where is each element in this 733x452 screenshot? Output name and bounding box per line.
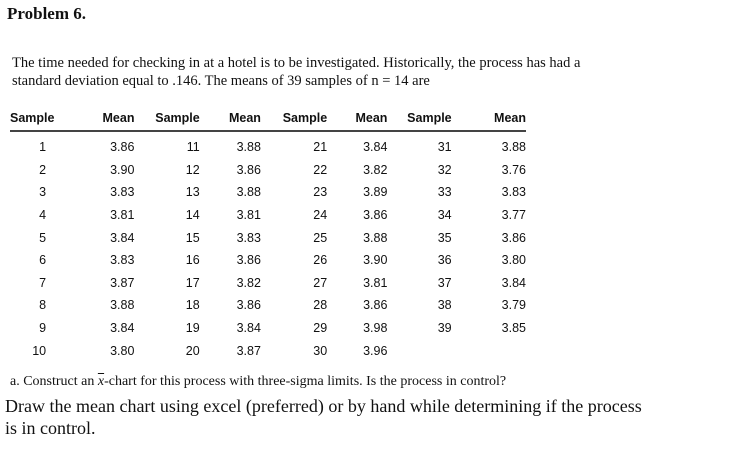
- sample-number-cell: 9: [39, 321, 47, 336]
- table-row: [10, 339, 526, 362]
- sample-mean-cell: 3.81: [236, 208, 261, 223]
- column-header: Mean: [102, 110, 135, 125]
- sample-mean-cell: 3.88: [236, 140, 261, 155]
- column-header: Mean: [355, 110, 388, 125]
- sample-number-cell: 4: [39, 208, 47, 223]
- sample-mean-cell: 3.86: [236, 298, 261, 313]
- sample-mean-cell: 3.83: [110, 253, 135, 268]
- sample-mean-cell: 3.84: [236, 321, 261, 336]
- sample-number-cell: 35: [437, 230, 452, 245]
- sample-number-cell: 25: [313, 230, 328, 245]
- question-a-suffix: -chart for this process with three-sigma limits. Is the process in control?: [104, 374, 507, 389]
- sample-mean-cell: 3.88: [236, 185, 261, 200]
- sample-mean-cell: 3.83: [501, 185, 526, 200]
- column-header: Sample: [407, 110, 452, 125]
- sample-mean-cell: 3.86: [501, 230, 526, 245]
- sample-mean-cell: 3.81: [110, 208, 135, 223]
- intro-line-2: standard deviation equal to .146. The means of 39 samples of n = 14 are: [12, 73, 430, 89]
- sample-mean-cell: 3.86: [363, 298, 388, 313]
- table-row: [10, 159, 526, 182]
- instruction-line-1: Draw the mean chart using excel (preferred) or by hand while determining if the process: [5, 396, 642, 416]
- sample-mean-cell: 3.89: [363, 185, 388, 200]
- question-a: [10, 374, 506, 390]
- sample-number-cell: 21: [313, 140, 328, 155]
- sample-mean-cell: 3.87: [110, 275, 135, 290]
- sample-number-cell: 33: [437, 185, 452, 200]
- sample-number-cell: [387, 339, 451, 362]
- table-row: [10, 272, 526, 295]
- sample-mean-cell: 3.83: [110, 185, 135, 200]
- sample-number-cell: 39: [437, 321, 452, 336]
- instruction-text: [5, 395, 725, 439]
- column-header: Mean: [228, 110, 261, 125]
- sample-number-cell: 22: [313, 162, 328, 177]
- table-row: [10, 317, 526, 340]
- sample-mean-cell: 3.82: [363, 162, 388, 177]
- sample-mean-cell: 3.80: [501, 253, 526, 268]
- sample-number-cell: 10: [32, 343, 47, 358]
- sample-number-cell: 31: [437, 140, 452, 155]
- sample-number-cell: 12: [185, 162, 200, 177]
- sample-mean-cell: 3.79: [501, 298, 526, 313]
- sample-means-table: [10, 105, 526, 362]
- problem-title: Problem 6.: [7, 4, 87, 23]
- question-a-prefix: a. Construct an: [10, 374, 98, 389]
- sample-number-cell: 3: [39, 185, 47, 200]
- sample-number-cell: 6: [39, 253, 47, 268]
- sample-mean-cell: 3.90: [110, 162, 135, 177]
- sample-number-cell: 30: [313, 343, 328, 358]
- header-divider: [10, 130, 526, 132]
- instruction-line-2: is in control.: [5, 418, 96, 438]
- sample-mean-cell: 3.81: [363, 275, 388, 290]
- sample-number-cell: 2: [39, 162, 47, 177]
- sample-mean-cell: 3.86: [236, 162, 261, 177]
- sample-number-cell: 23: [313, 185, 328, 200]
- sample-mean-cell: 3.88: [110, 298, 135, 313]
- sample-number-cell: 27: [313, 275, 328, 290]
- problem-intro: [12, 54, 652, 90]
- sample-number-cell: 18: [185, 298, 200, 313]
- sample-number-cell: 14: [185, 208, 200, 223]
- sample-number-cell: 17: [185, 275, 200, 290]
- column-header: Sample: [282, 110, 328, 125]
- sample-mean-cell: 3.86: [363, 208, 388, 223]
- sample-number-cell: 34: [437, 208, 452, 223]
- sample-number-cell: 11: [186, 140, 200, 155]
- sample-number-cell: 26: [313, 253, 328, 268]
- sample-number-cell: 36: [437, 253, 452, 268]
- sample-mean-cell: 3.84: [363, 140, 388, 155]
- table-row: [10, 130, 526, 159]
- table-row: [10, 226, 526, 249]
- column-header: Mean: [494, 110, 526, 125]
- sample-mean-cell: 3.83: [236, 230, 261, 245]
- sample-means-table-container: [10, 105, 526, 362]
- sample-number-cell: 32: [437, 162, 452, 177]
- sample-number-cell: 15: [185, 230, 200, 245]
- sample-mean-cell: 3.86: [110, 140, 135, 155]
- sample-number-cell: 37: [437, 275, 452, 290]
- sample-mean-cell: 3.88: [363, 230, 388, 245]
- sample-number-cell: 28: [313, 298, 328, 313]
- sample-number-cell: 1: [39, 140, 47, 155]
- sample-number-cell: 7: [39, 275, 47, 290]
- sample-mean-cell: 3.84: [110, 321, 135, 336]
- table-header-row: [10, 105, 526, 130]
- sample-mean-cell: 3.96: [363, 343, 388, 358]
- sample-mean-cell: 3.86: [236, 253, 261, 268]
- table-row: [10, 181, 526, 204]
- sample-number-cell: 16: [185, 253, 200, 268]
- sample-mean-cell: 3.90: [363, 253, 388, 268]
- sample-number-cell: 29: [313, 321, 328, 336]
- sample-number-cell: 24: [313, 208, 328, 223]
- sample-mean-cell: 3.80: [110, 343, 135, 358]
- sample-number-cell: 20: [185, 343, 200, 358]
- sample-mean-cell: 3.85: [501, 321, 526, 336]
- table-row: [10, 294, 526, 317]
- table-row: [10, 249, 526, 272]
- sample-number-cell: 8: [39, 298, 47, 313]
- sample-number-cell: 38: [437, 298, 452, 313]
- sample-mean-cell: 3.88: [501, 140, 526, 155]
- sample-number-cell: 5: [39, 230, 47, 245]
- column-header: Sample: [10, 110, 55, 125]
- sample-mean-cell: 3.77: [501, 208, 526, 223]
- x-bar-symbol: $\overline{x}$: [97, 374, 105, 389]
- sample-mean-cell: 3.87: [236, 343, 261, 358]
- column-header: Sample: [155, 110, 200, 125]
- sample-number-cell: 13: [185, 185, 200, 200]
- sample-mean-cell: [452, 339, 526, 362]
- sample-number-cell: 19: [185, 321, 200, 336]
- sample-mean-cell: 3.98: [363, 321, 388, 336]
- table-body: [10, 130, 526, 362]
- sample-mean-cell: 3.82: [236, 275, 261, 290]
- sample-mean-cell: 3.76: [501, 162, 526, 177]
- sample-mean-cell: 3.84: [501, 275, 526, 290]
- intro-line-1: The time needed for checking in at a hotel is to be investigated. Historically, the process has had a: [12, 55, 581, 71]
- sample-mean-cell: 3.84: [110, 230, 135, 245]
- table-row: [10, 204, 526, 227]
